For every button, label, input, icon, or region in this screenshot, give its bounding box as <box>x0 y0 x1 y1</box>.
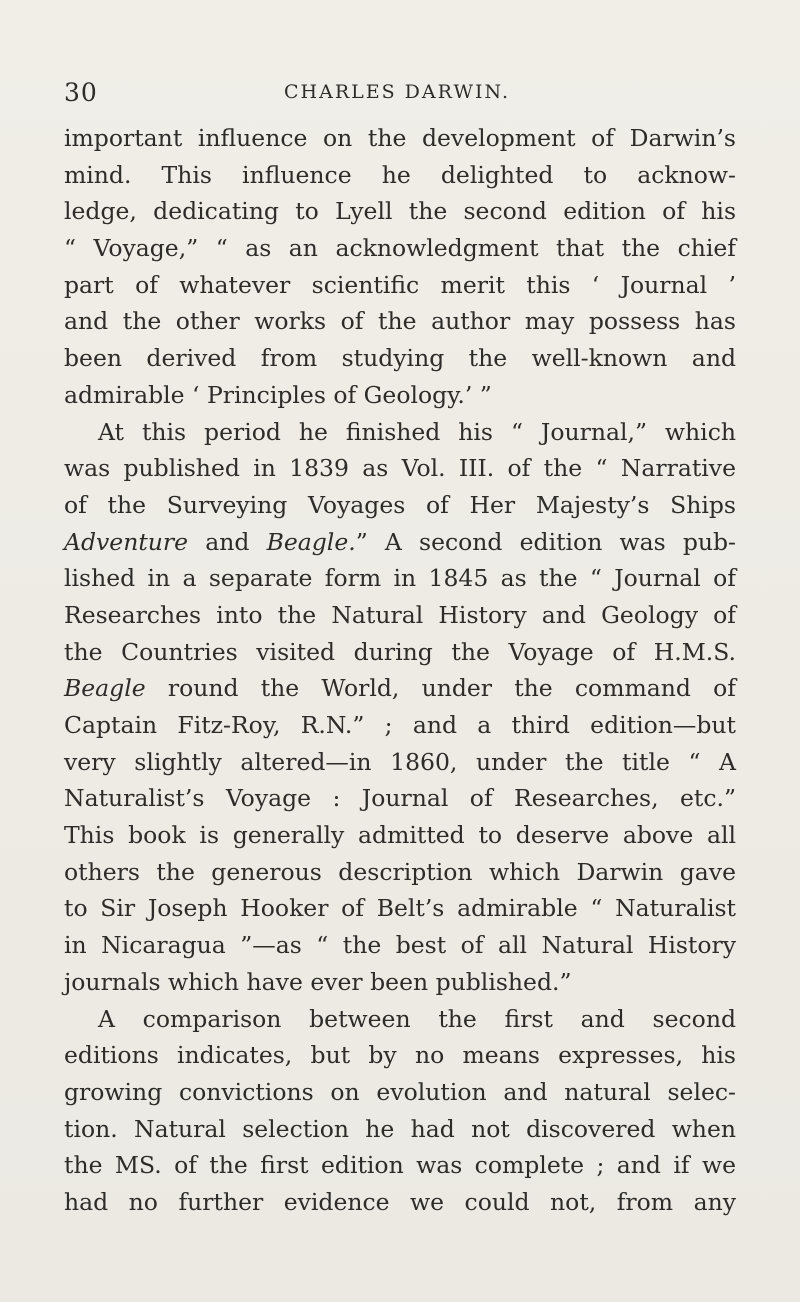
text-line: lished in a separate form in 1845 as the “ Journal of <box>64 564 736 593</box>
text-line: Naturalist’s Voyage : Journal of Researches, etc.” <box>64 784 736 813</box>
text-line: of the Surveying Voyages of Her Majesty’s Ships <box>64 490 736 519</box>
text-line: “ Voyage,” “ as an acknowledgment that the chief <box>64 234 736 263</box>
page-number: 30 <box>64 78 98 107</box>
text-line: A comparison between the first and second <box>98 1004 736 1033</box>
text-fragment: round the World, under the command of <box>145 674 736 703</box>
italic-ship-name: Beagle <box>64 674 146 703</box>
text-line-with-italics <box>64 524 736 561</box>
text-line: had no further evidence we could not, from any <box>64 1187 736 1216</box>
text-line: admirable ‘ Principles of Geology.’ ” <box>64 380 492 409</box>
text-line: tion. Natural selection he had not discovered when <box>64 1114 736 1143</box>
text-line: others the generous description which Darwin gave <box>64 857 736 886</box>
text-line: Researches into the Natural History and Geology of <box>64 600 736 629</box>
text-line: and the other works of the author may possess has <box>64 307 736 336</box>
text-line: in Nicaragua ”—as “ the best of all Natural History <box>64 931 736 960</box>
italic-ship-name: Adventure <box>64 527 189 556</box>
text-line: growing convictions on evolution and natural selec- <box>64 1077 736 1106</box>
text-line: important influence on the development of Darwin’s <box>64 124 736 152</box>
running-head <box>64 78 736 108</box>
text-line: the MS. of the first edition was complete ; and if we <box>64 1151 736 1180</box>
text-line: mind. This influence he delighted to acknow- <box>64 160 736 189</box>
text-fragment: and <box>188 527 267 556</box>
body-text <box>64 120 736 1221</box>
text-line: been derived from studying the well-known and <box>64 344 736 373</box>
text-line: This book is generally admitted to deserve above all <box>64 821 736 850</box>
text-line: ledge, dedicating to Lyell the second edition of his <box>64 197 736 226</box>
text-line-with-italics <box>64 670 736 707</box>
text-fragment: ” A second edition was pub- <box>355 527 736 556</box>
text-line: part of whatever scientific merit this ‘ Journal ’ <box>64 270 736 299</box>
text-line: was published in 1839 as Vol. III. of the “ Narrative <box>64 454 736 483</box>
italic-ship-name: Beagle. <box>266 527 356 556</box>
text-line: the Countries visited during the Voyage of H.M.S. <box>64 637 736 666</box>
text-line: At this period he finished his “ Journal,” which <box>98 417 736 446</box>
text-line: very slightly altered—in 1860, under the title “ A <box>64 747 736 776</box>
text-line: to Sir Joseph Hooker of Belt’s admirable “ Naturalist <box>64 894 736 923</box>
text-line: Captain Fitz-Roy, R.N.” ; and a third edition—but <box>64 711 736 739</box>
running-head-title: CHARLES DARWIN. <box>284 81 511 103</box>
text-line: editions indicates, but by no means expresses, his <box>64 1041 736 1070</box>
text-line: journals which have ever been published.” <box>64 967 572 996</box>
